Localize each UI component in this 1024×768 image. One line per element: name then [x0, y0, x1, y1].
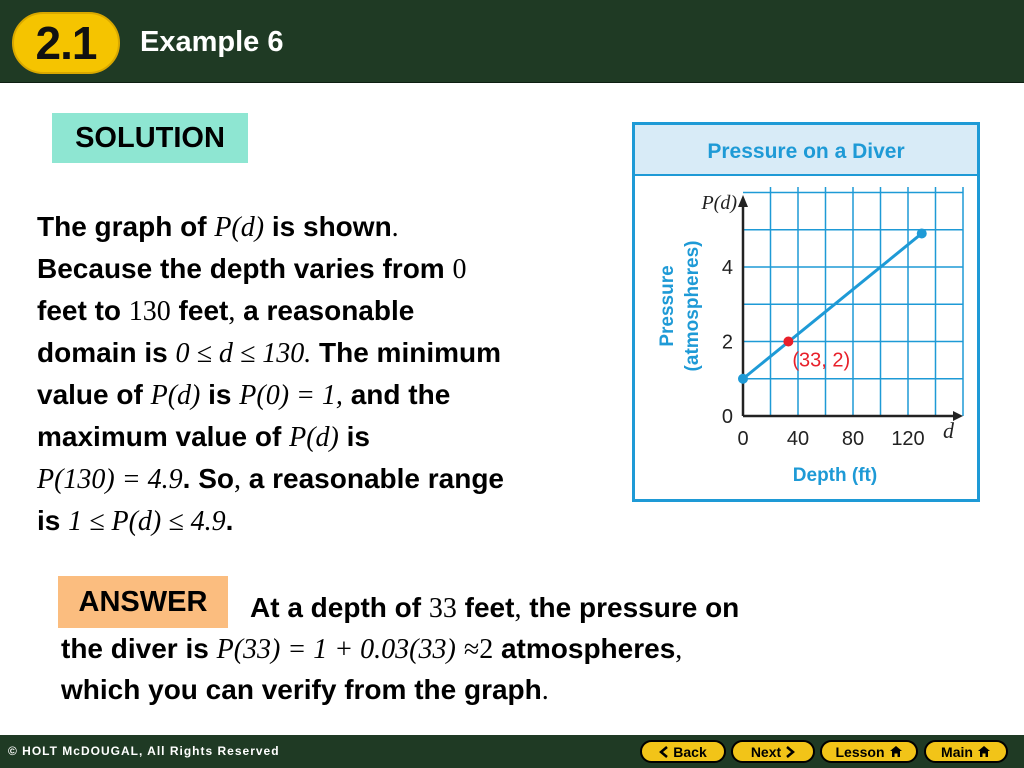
- solution-label: SOLUTION: [52, 113, 248, 163]
- y-tick-label: 2: [721, 331, 733, 354]
- explanation-line: feet to 130 feet, a reasonable: [37, 295, 415, 327]
- y-tick-label: 4: [721, 257, 733, 279]
- y-tick-label: 0: [721, 406, 733, 428]
- x-axis-arrow: [953, 411, 963, 421]
- x-tick-label: 0: [737, 428, 749, 450]
- series-point: [917, 228, 927, 238]
- home-icon: [977, 745, 991, 758]
- x-tick-label: 120: [891, 428, 925, 450]
- lesson-button-label: Lesson: [835, 743, 885, 760]
- lesson-badge: 2.1: [12, 12, 120, 74]
- answer-label: ANSWER: [58, 576, 228, 628]
- explanation-line: value of P(d) is P(0) = 1, and the: [37, 379, 451, 411]
- home-icon: [889, 745, 903, 758]
- copyright-text: © HOLT McDOUGAL, All Rights Reserved: [8, 744, 280, 758]
- explanation-line: The graph of P(d) is shown.: [37, 211, 399, 243]
- header-bar: [0, 0, 1024, 83]
- answer-line: the diver is P(33) = 1 + 0.03(33) ≈2 atmospheres,: [61, 633, 683, 665]
- chart-grid: [743, 187, 963, 416]
- back-button[interactable]: [640, 740, 726, 763]
- graph-panel: [632, 122, 980, 502]
- y-axis-label-line2: (atmospheres): [682, 240, 703, 372]
- explanation-line: Because the depth varies from 0: [37, 253, 467, 285]
- highlight-point-label: (33, 2): [792, 349, 851, 372]
- explanation-line: maximum value of P(d) is: [37, 421, 370, 453]
- lesson-button[interactable]: [820, 740, 918, 763]
- explanation-line: is 1 ≤ P(d) ≤ 4.9.: [37, 505, 234, 537]
- y-axis-label-line1: Pressure: [657, 265, 678, 347]
- chevron-right-icon: [785, 746, 795, 758]
- explanation-paragraph: [37, 206, 617, 542]
- answer-line: At a depth of 33 feet, the pressure on: [250, 592, 740, 624]
- y-axis-variable: P(d): [701, 192, 737, 214]
- next-button[interactable]: [731, 740, 815, 763]
- next-button-label: Next: [750, 743, 782, 760]
- back-button-label: Back: [673, 743, 707, 760]
- main-button-label: Main: [941, 743, 973, 760]
- chevron-left-icon: [659, 746, 669, 758]
- highlight-point: [783, 337, 793, 347]
- answer-line: which you can verify from the graph.: [61, 674, 549, 706]
- y-axis-arrow: [738, 195, 748, 207]
- x-axis-variable: d: [943, 418, 954, 443]
- x-tick-label: 80: [841, 428, 865, 450]
- x-axis-label: Depth (ft): [792, 465, 878, 486]
- explanation-line: P(130) = 4.9. So, a reasonable range: [37, 463, 505, 495]
- main-button[interactable]: [924, 740, 1008, 763]
- footer-bar: [0, 735, 1024, 768]
- chart-axes: [738, 195, 963, 421]
- pressure-chart: [635, 125, 977, 499]
- x-tick-label: 40: [786, 428, 810, 450]
- chart-title: Pressure on a Diver: [707, 140, 905, 163]
- explanation-line: domain is 0 ≤ d ≤ 130. The minimum: [37, 337, 501, 369]
- page-title: Example 6: [140, 26, 284, 58]
- series-point: [738, 374, 748, 384]
